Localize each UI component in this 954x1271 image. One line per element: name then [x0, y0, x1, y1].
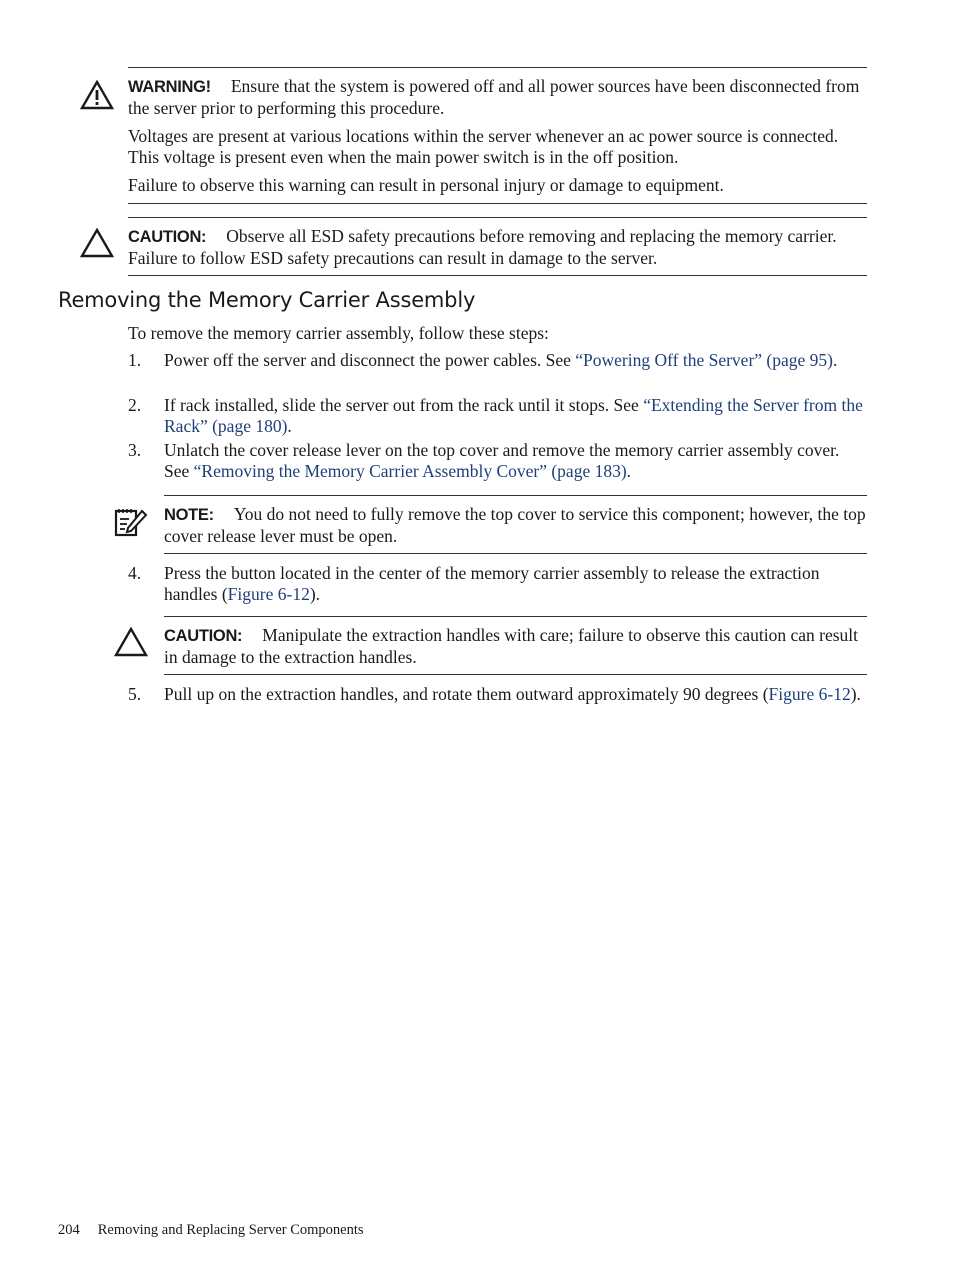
step-number: 1.	[128, 350, 142, 370]
step-text: Pull up on the extraction handles, and rotate them outward approximately 90 degrees (Figure 6-12).	[164, 684, 861, 704]
section-intro: To remove the memory carrier assembly, follow these steps:	[128, 323, 549, 343]
caution-notice	[128, 217, 867, 276]
xref-link-extending-server[interactable]: “Extending the Server from the Rack” (page 180)	[164, 395, 863, 436]
warning-triangle-icon	[80, 80, 114, 114]
caution-notice-extraction	[164, 616, 867, 675]
caution-triangle-icon	[114, 627, 148, 661]
step-number: 3.	[128, 440, 142, 460]
page-footer	[58, 1222, 364, 1239]
warning-paragraph-3: Failure to observe this warning can result in personal injury or damage to equipment.	[128, 175, 724, 195]
warning-label: WARNING!	[128, 78, 211, 96]
caution-label: CAUTION:	[164, 627, 243, 645]
caution-paragraph: CAUTION: Observe all ESD safety precautions before removing and replacing the memory carrier. Failure to follow ESD safety precautions can result in damage to the server.	[128, 226, 837, 268]
step-text: Power off the server and disconnect the power cables. See “Powering Off the Server” (page 95).	[164, 350, 838, 370]
page-number: 204	[58, 1222, 80, 1238]
section-heading: Removing the Memory Carrier Assembly	[58, 288, 476, 312]
caution-label: CAUTION:	[128, 228, 207, 246]
step-number: 4.	[128, 563, 142, 583]
warning-notice	[128, 67, 867, 204]
warning-paragraph-2: Voltages are present at various locations within the server whenever an ac power source is connected. This voltage is present even when the main power switch is in the off position.	[128, 126, 839, 167]
xref-link-powering-off[interactable]: “Powering Off the Server” (page 95)	[575, 350, 833, 370]
warning-paragraph-1: WARNING! Ensure that the system is powered off and all power sources have been disconnected from the server prior to performing this procedure.	[128, 76, 860, 118]
step-number: 2.	[128, 395, 142, 415]
step-number: 5.	[128, 684, 142, 704]
xref-link-figure-6-12[interactable]: Figure 6-12	[227, 584, 310, 604]
step-text: Unlatch the cover release lever on the top cover and remove the memory carrier assembly cover. See “Removing the Memory Carrier Assembly Cover” (page 183).	[164, 440, 840, 481]
xref-link-removing-cover[interactable]: “Removing the Memory Carrier Assembly Cover” (page 183)	[193, 461, 627, 481]
caution-triangle-icon	[80, 228, 114, 262]
chapter-title: Removing and Replacing Server Components	[97, 1222, 364, 1238]
xref-link-figure-6-12[interactable]: Figure 6-12	[768, 684, 851, 704]
note-label: NOTE:	[164, 506, 214, 524]
step-text: If rack installed, slide the server out from the rack until it stops. See “Extending the Server from the Rack” (page 180).	[164, 395, 863, 436]
step-text: Press the button located in the center of the memory carrier assembly to release the extraction handles (Figure 6-12).	[164, 563, 820, 604]
note-paragraph: NOTE: You do not need to fully remove the top cover to service this component; however, the top cover release lever must be open.	[164, 504, 866, 546]
note-notice	[164, 495, 867, 554]
note-pencil-icon	[114, 506, 148, 544]
caution-paragraph: CAUTION: Manipulate the extraction handles with care; failure to observe this caution can result in damage to the extraction handles.	[164, 625, 859, 667]
